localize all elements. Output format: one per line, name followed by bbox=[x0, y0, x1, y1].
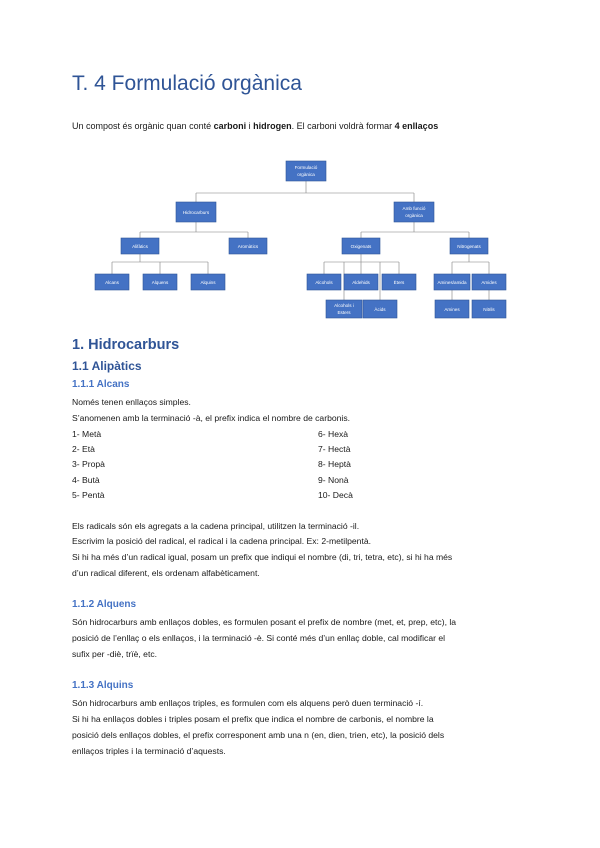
alcans-list-left-1: 1- Metà bbox=[72, 429, 102, 439]
alquins-line-1: Són hidrocarburs amb enllaços triples, es formulen com els alquens però duen terminació -í. bbox=[72, 698, 424, 708]
subsubsection-heading-alquins: 1.1.3 Alquins bbox=[72, 680, 134, 691]
svg-text:Àcids: Àcids bbox=[374, 307, 386, 312]
alquens-line-1: Són hidrocarburs amb enllaços dobles, es formulen posant el prefix de nombre (met, et, prep, etc), la bbox=[72, 617, 457, 627]
svg-text:Nitrogenats: Nitrogenats bbox=[457, 244, 481, 249]
alcans-line-1: Només tenen enllaços simples. bbox=[72, 397, 191, 407]
svg-text:Amides: Amides bbox=[481, 280, 497, 285]
node-nitriles bbox=[472, 300, 506, 318]
alcans-list-right-3: 8- Heptà bbox=[318, 459, 351, 469]
svg-text:Alquins: Alquins bbox=[200, 280, 216, 285]
node-alkenes bbox=[143, 274, 177, 290]
radicals-line-2: Escrivim la posició del radical, el radical i la cadena principal. Ex: 2-metilpentà. bbox=[72, 536, 372, 546]
subsubsection-heading-alcans: 1.1.1 Alcans bbox=[72, 379, 130, 390]
alcans-list-left-2: 2- Età bbox=[72, 444, 95, 454]
alcans-list-right-5: 10- Decà bbox=[318, 490, 353, 500]
svg-text:Alcans: Alcans bbox=[105, 280, 119, 285]
page-title: T. 4 Formulació orgànica bbox=[72, 72, 302, 95]
alcans-line-2: S’anomenen amb la terminació -à, el prefix indica el nombre de carbonis. bbox=[72, 413, 351, 423]
svg-text:Hidrocarburs: Hidrocarburs bbox=[182, 210, 210, 215]
svg-text:Nitrils: Nitrils bbox=[483, 307, 495, 312]
svg-text:Alcohols: Alcohols bbox=[315, 280, 333, 285]
radicals-line-4: d’un radical diferent, els ordenam alfabèticament. bbox=[72, 568, 260, 578]
alcans-list-left-3: 3- Propà bbox=[72, 459, 105, 469]
alquins-line-3: posició dels enllaços dobles, el prefix corresponent amb una n (en, dien, trien, etc), la posició dels bbox=[72, 730, 445, 740]
node-amines bbox=[434, 274, 470, 290]
svg-text:Amines/amida: Amines/amida bbox=[437, 280, 467, 285]
subsubsection-heading-alquens: 1.1.2 Alquens bbox=[72, 599, 137, 610]
alquens-line-2: posició de l’enllaç o els enllaços, i la terminació -è. Si conté més d’un enllaç doble, cal modificar el bbox=[72, 633, 446, 643]
svg-text:Èters: Èters bbox=[393, 280, 405, 285]
classification-diagram bbox=[0, 0, 600, 330]
intro-text-3: . El carboni voldrà formar bbox=[291, 121, 395, 131]
radicals-line-1: Els radicals són els agregats a la cadena principal, utilitzen la terminació -il. bbox=[72, 521, 360, 531]
node-oxygenated bbox=[342, 238, 380, 254]
svg-text:orgànica: orgànica bbox=[405, 213, 423, 218]
alcans-list-right-4: 9- Nonà bbox=[318, 475, 349, 485]
alquins-line-4: enllaços triples i la terminació d’aquests. bbox=[72, 746, 226, 756]
node-root bbox=[286, 161, 326, 181]
node-aldehydes bbox=[344, 274, 378, 290]
node-nitrogenated bbox=[450, 238, 488, 254]
node-alkanes bbox=[95, 274, 129, 290]
svg-text:Formulació: Formulació bbox=[294, 165, 318, 170]
intro-bold-hidrogen: hidrogen bbox=[253, 121, 292, 131]
svg-text:Alifàtics: Alifàtics bbox=[132, 244, 148, 249]
alcans-list-right-2: 7- Hectà bbox=[318, 444, 351, 454]
intro-text-1: Un compost és orgànic quan conté bbox=[72, 121, 214, 131]
svg-text:Aromàtics: Aromàtics bbox=[237, 244, 259, 249]
node-ethers bbox=[382, 274, 416, 290]
svg-text:Alcohols i: Alcohols i bbox=[334, 303, 354, 308]
node-ketones-esters bbox=[326, 300, 362, 318]
node-hydrocarbons bbox=[176, 202, 216, 222]
section-heading-hidrocarburs: 1. Hidrocarburs bbox=[72, 337, 180, 353]
subsection-heading-alipatics: 1.1 Alipàtics bbox=[72, 359, 142, 373]
intro-text-2: i bbox=[246, 121, 254, 131]
svg-text:Alquens: Alquens bbox=[151, 280, 169, 285]
svg-text:Esters: Esters bbox=[337, 310, 351, 315]
node-aromatic bbox=[229, 238, 267, 254]
svg-text:orgànica: orgànica bbox=[297, 172, 315, 177]
svg-text:Amb funció: Amb funció bbox=[402, 206, 426, 211]
node-aliphatic bbox=[121, 238, 159, 254]
alquens-line-3: sufix per -diè, trïè, etc. bbox=[72, 649, 158, 659]
svg-text:Aldehids: Aldehids bbox=[352, 280, 370, 285]
alcans-list-left-4: 4- Butà bbox=[72, 475, 100, 485]
radicals-line-3: Si hi ha més d’un radical igual, posam un prefix que indiqui el nombre (di, tri, tetra, etc), si hi ha més bbox=[72, 552, 453, 562]
alquins-line-2: Si hi ha enllaços dobles i triples posam el prefix que indica el nombre de carbonis, el nombre la bbox=[72, 714, 434, 724]
node-alcohols bbox=[307, 274, 341, 290]
node-acids bbox=[363, 300, 397, 318]
intro-bold-enllacos: 4 enllaços bbox=[394, 121, 439, 131]
alcans-list-left-5: 5- Pentà bbox=[72, 490, 105, 500]
node-alkynes bbox=[191, 274, 225, 290]
alcans-list-right-1: 6- Hexà bbox=[318, 429, 349, 439]
svg-text:Oxigenats: Oxigenats bbox=[350, 244, 372, 249]
intro-bold-carboni: carboni bbox=[213, 121, 247, 131]
node-functional bbox=[394, 202, 434, 222]
svg-text:Amines: Amines bbox=[444, 307, 460, 312]
node-amines-2 bbox=[435, 300, 469, 318]
node-amides bbox=[472, 274, 506, 290]
